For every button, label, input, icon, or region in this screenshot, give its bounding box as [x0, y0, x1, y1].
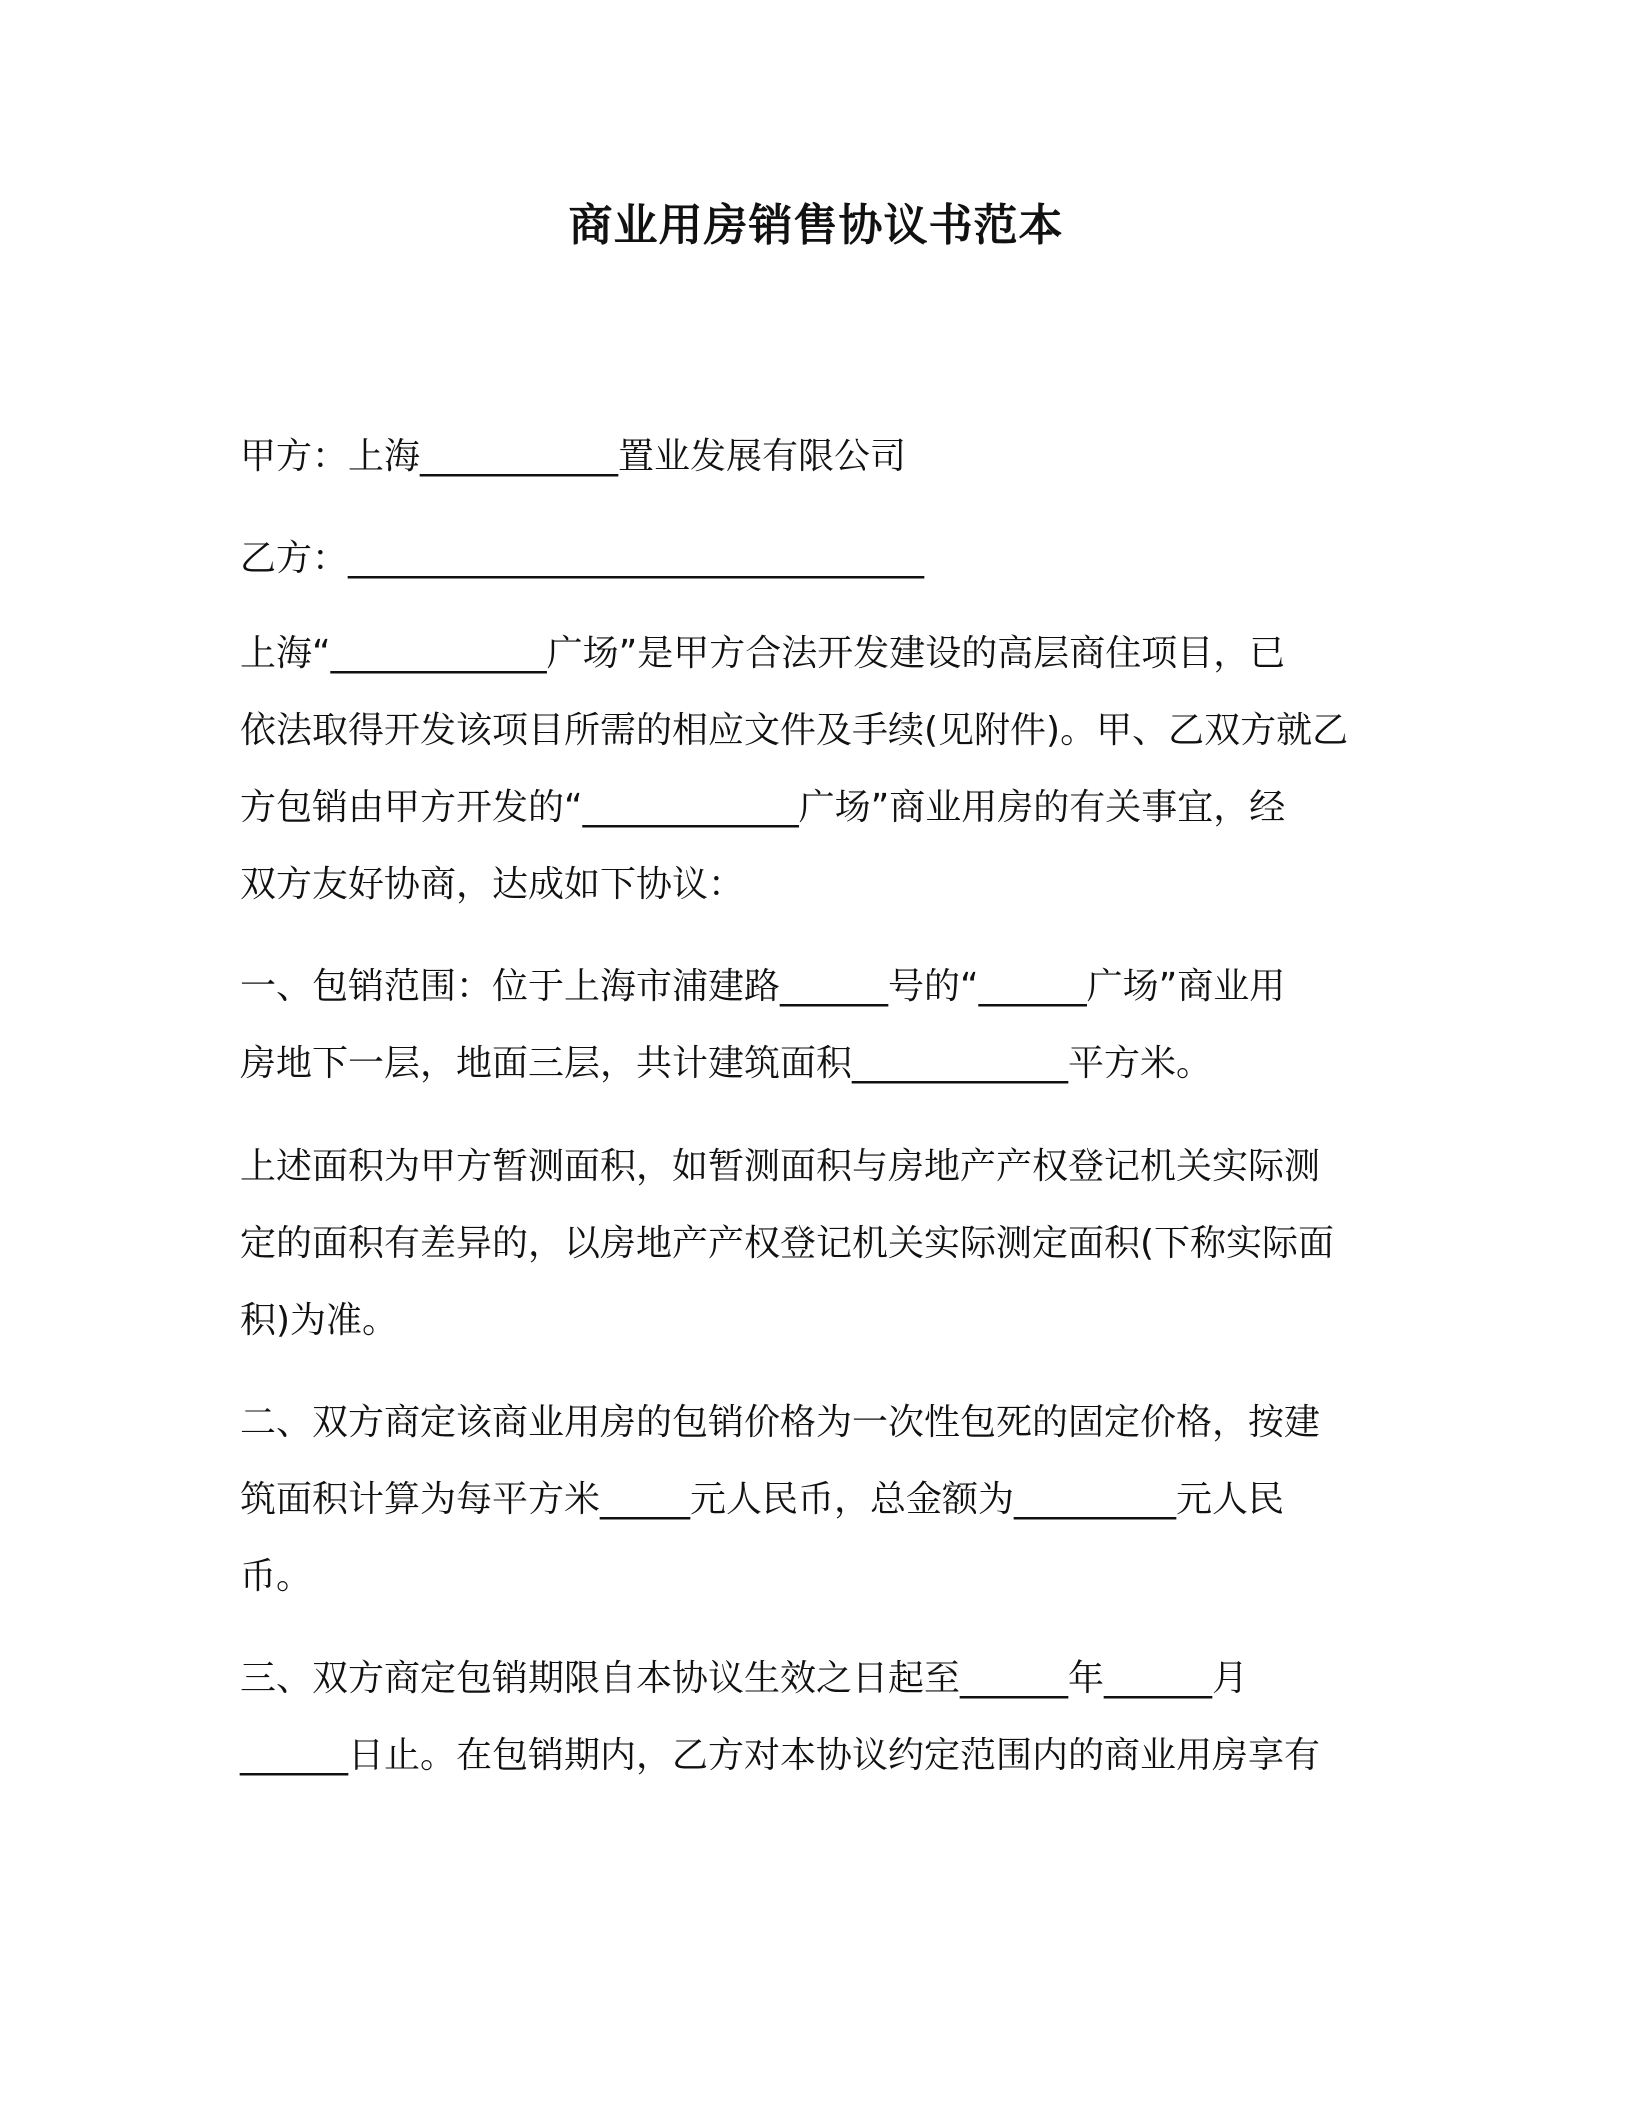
clause-2-paragraph	[240, 1384, 1415, 1615]
clause-2-line-2: 筑面积计算为每平方米_____元人民币，总金额为_________元人民	[240, 1479, 1285, 1520]
document-title: 商业用房销售协议书范本	[568, 200, 1064, 251]
area-note-line-2: 定的面积有差异的，以房地产产权登记机关实际测定面积(下称实际面	[240, 1223, 1335, 1264]
area-note-line-1: 上述面积为甲方暂测面积，如暂测面积与房地产产权登记机关实际测	[240, 1146, 1321, 1187]
intro-line-1: 上海“____________广场”是甲方合法开发建设的高层商住项目，已	[240, 633, 1286, 674]
clause-1-line-2: 房地下一层，地面三层，共计建筑面积____________平方米。	[240, 1043, 1213, 1084]
clause-1-paragraph	[240, 948, 1415, 1102]
clause-2-line-1: 二、双方商定该商业用房的包销价格为一次性包死的固定价格，按建	[240, 1402, 1321, 1443]
intro-line-4: 双方友好协商，达成如下协议：	[240, 864, 745, 905]
intro-paragraph	[240, 615, 1415, 923]
party-a-line	[240, 418, 1415, 495]
party-b-text: 乙方：________________________________	[240, 538, 925, 579]
intro-line-2: 依法取得开发该项目所需的相应文件及手续(见附件)。甲、乙双方就乙	[240, 710, 1349, 751]
clause-3-line-2: ______日止。在包销期内，乙方对本协议约定范围内的商业用房享有	[240, 1735, 1321, 1776]
party-b-line	[240, 520, 1415, 597]
area-note-paragraph	[240, 1128, 1415, 1359]
party-a-text: 甲方：上海___________置业发展有限公司	[240, 436, 907, 477]
area-note-line-3: 积)为准。	[240, 1300, 399, 1341]
intro-line-3: 方包销由甲方开发的“____________广场”商业用房的有关事宜，经	[240, 787, 1286, 828]
clause-3-paragraph	[240, 1640, 1415, 1794]
clause-1-line-1: 一、包销范围：位于上海市浦建路______号的“______广场”商业用	[240, 966, 1286, 1007]
clause-2-line-3: 币。	[240, 1556, 313, 1597]
clause-3-line-1: 三、双方商定包销期限自本协议生效之日起至______年______月	[240, 1658, 1249, 1699]
